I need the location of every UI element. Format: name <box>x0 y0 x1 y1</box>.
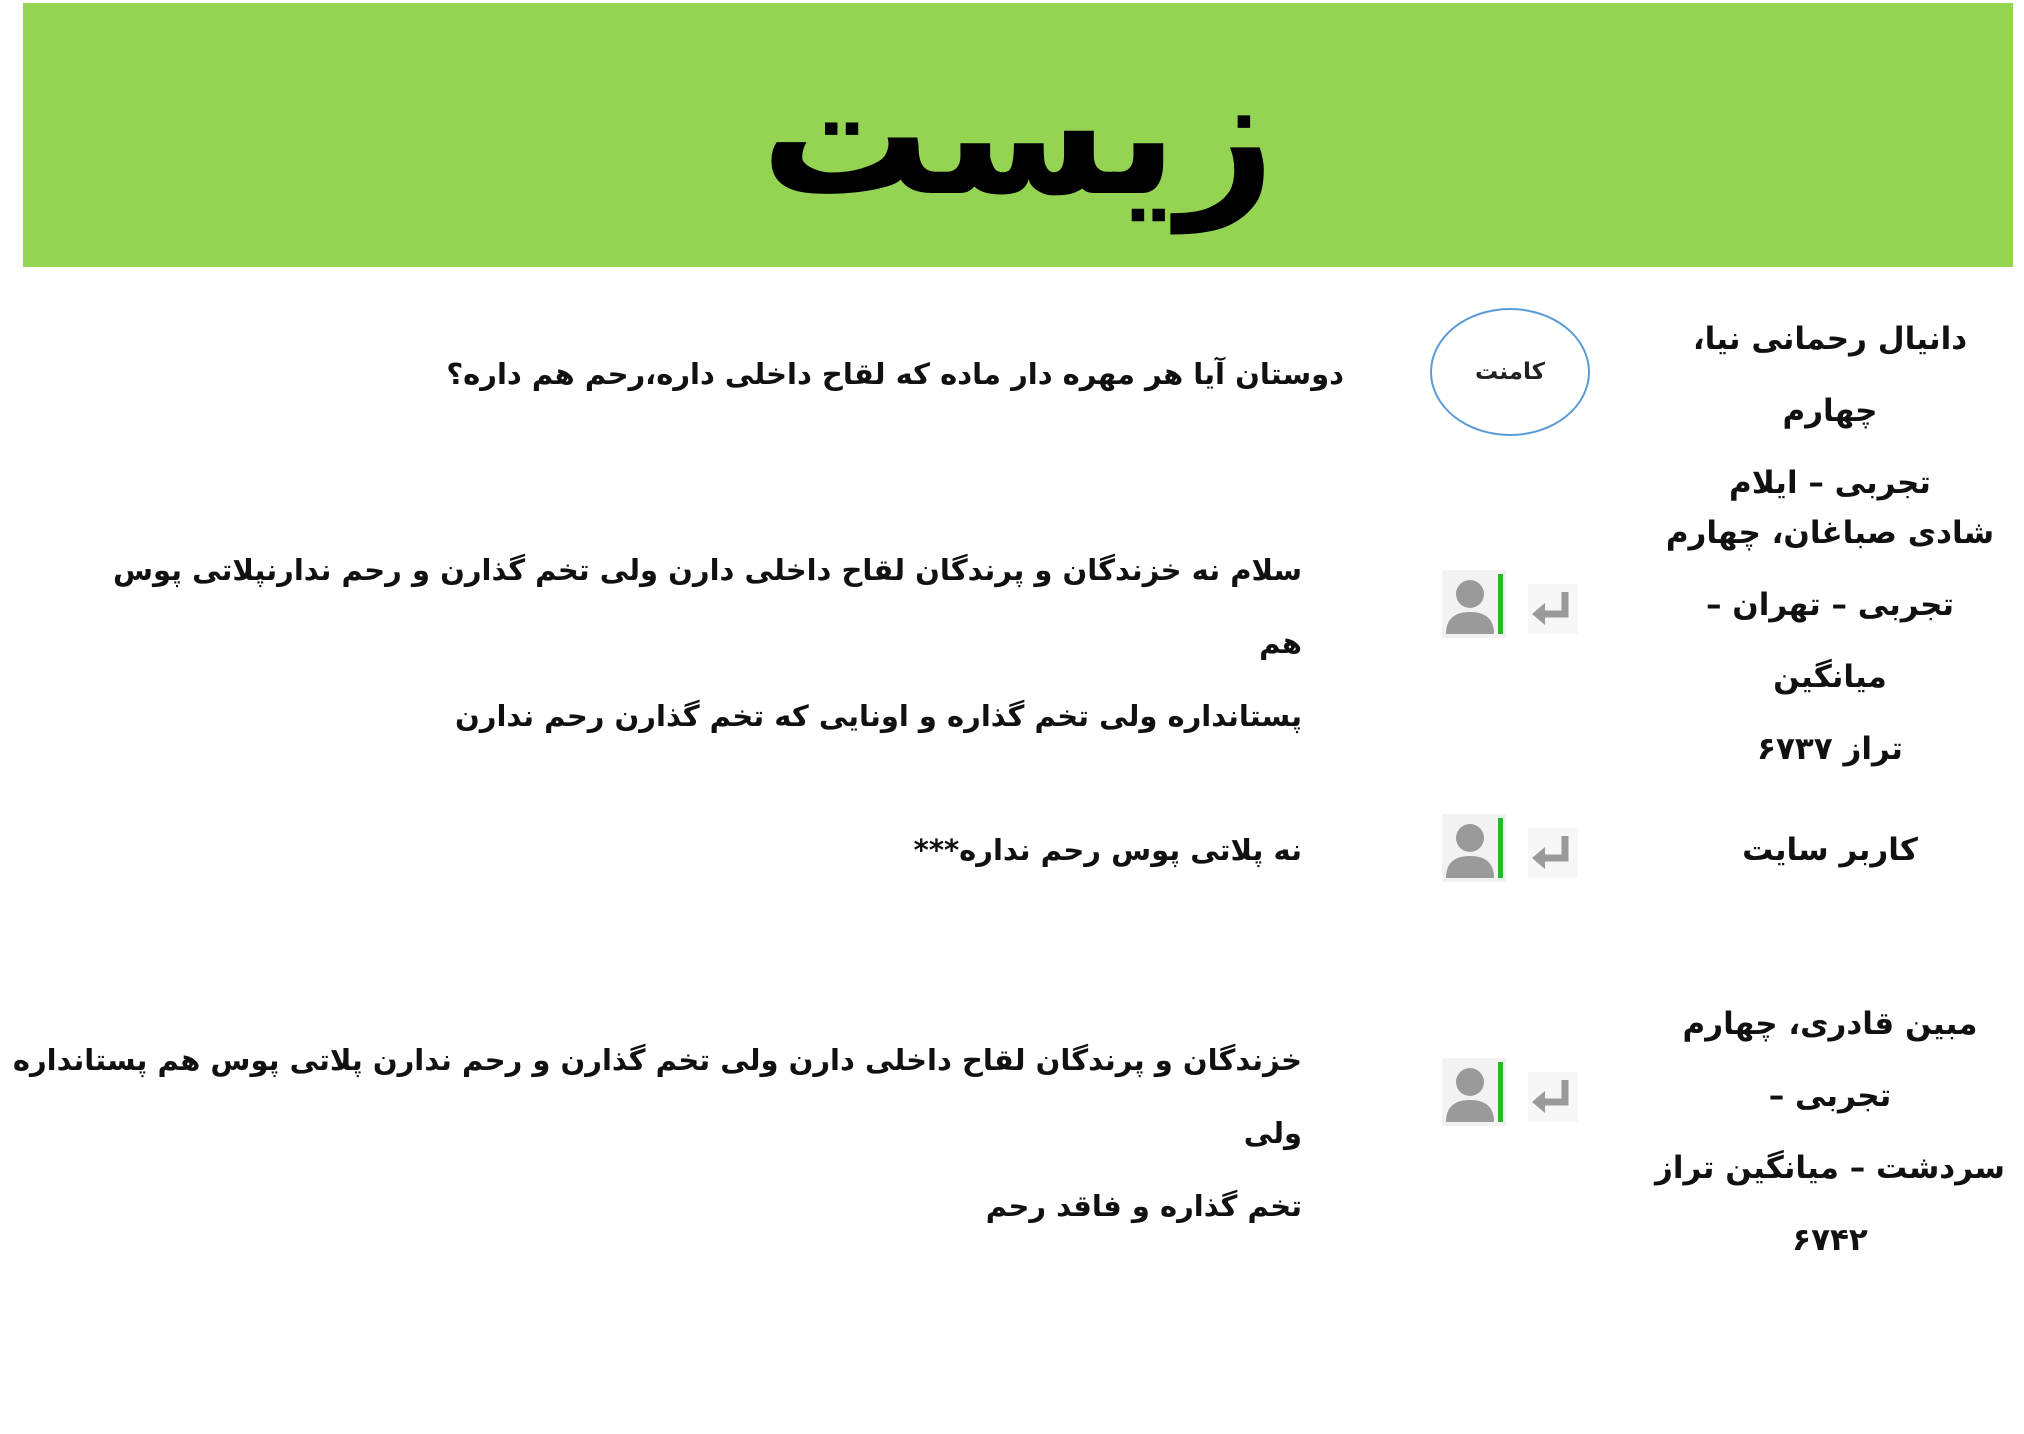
comment-button[interactable]: کامنت <box>1430 308 1590 436</box>
reply-3-author-line1: مبین قادری، چهارم تجربی – <box>1682 1006 1978 1114</box>
reply-2-user-avatar-icon <box>1442 814 1506 882</box>
question-author-line2: تجربی – ایلام <box>1729 465 1931 501</box>
reply-1-author <box>1655 497 2005 785</box>
page-title: زیست <box>760 36 1276 234</box>
reply-3-text-line2: تخم گذاره و فاقد رحم <box>985 1189 1302 1223</box>
reply-3-author-line3: ۶۷۴۲ <box>1792 1222 1868 1258</box>
reply-3-author <box>1640 988 2020 1276</box>
reply-3-reply-arrow-icon[interactable] <box>1528 1072 1578 1122</box>
reply-1-reply-arrow-icon[interactable] <box>1528 584 1578 634</box>
question-text: دوستان آیا هر مهره دار ماده که لقاح داخلی داره،رحم هم داره؟ <box>446 357 1344 391</box>
reply-3-author-line2: سردشت – میانگین تراز <box>1655 1150 2005 1186</box>
reply-3-user-avatar-icon <box>1442 1058 1506 1126</box>
question-author-line1: دانیال رحمانی نیا، چهارم <box>1692 321 1968 429</box>
reply-1-text-line2: پستانداره ولی تخم گذاره و اونایی که تخم گذارن رحم ندارن <box>455 699 1302 733</box>
reply-2-reply-arrow-icon[interactable] <box>1528 828 1578 878</box>
reply-3-text-line1: خزندگان و پرندگان لقاح داخلی دارن ولی تخم گذارن و رحم ندارن پلاتی پوس هم پستانداره ولی <box>12 1043 1302 1150</box>
reply-2-author-line1: کاربر سایت <box>1742 832 1918 868</box>
header-banner <box>23 3 2013 267</box>
reply-1-text-line1: سلام نه خزندگان و پرندگان لقاح داخلی دارن ولی تخم گذارن و رحم ندارنپلاتی پوس هم <box>112 553 1302 660</box>
question-author <box>1660 303 2000 519</box>
reply-1-author-line2: تجربی – تهران – میانگین <box>1705 587 1955 695</box>
reply-1-user-avatar-icon <box>1442 570 1506 638</box>
reply-2-text: نه پلاتی پوس رحم نداره*** <box>913 833 1302 867</box>
reply-2-author <box>1660 814 2000 886</box>
reply-1-author-line1: شادی صباغان، چهارم <box>1665 515 1995 551</box>
reply-3-text <box>12 1024 1302 1243</box>
reply-1-text <box>102 534 1302 753</box>
reply-1-author-line3: تراز ۶۷۳۷ <box>1757 731 1903 767</box>
